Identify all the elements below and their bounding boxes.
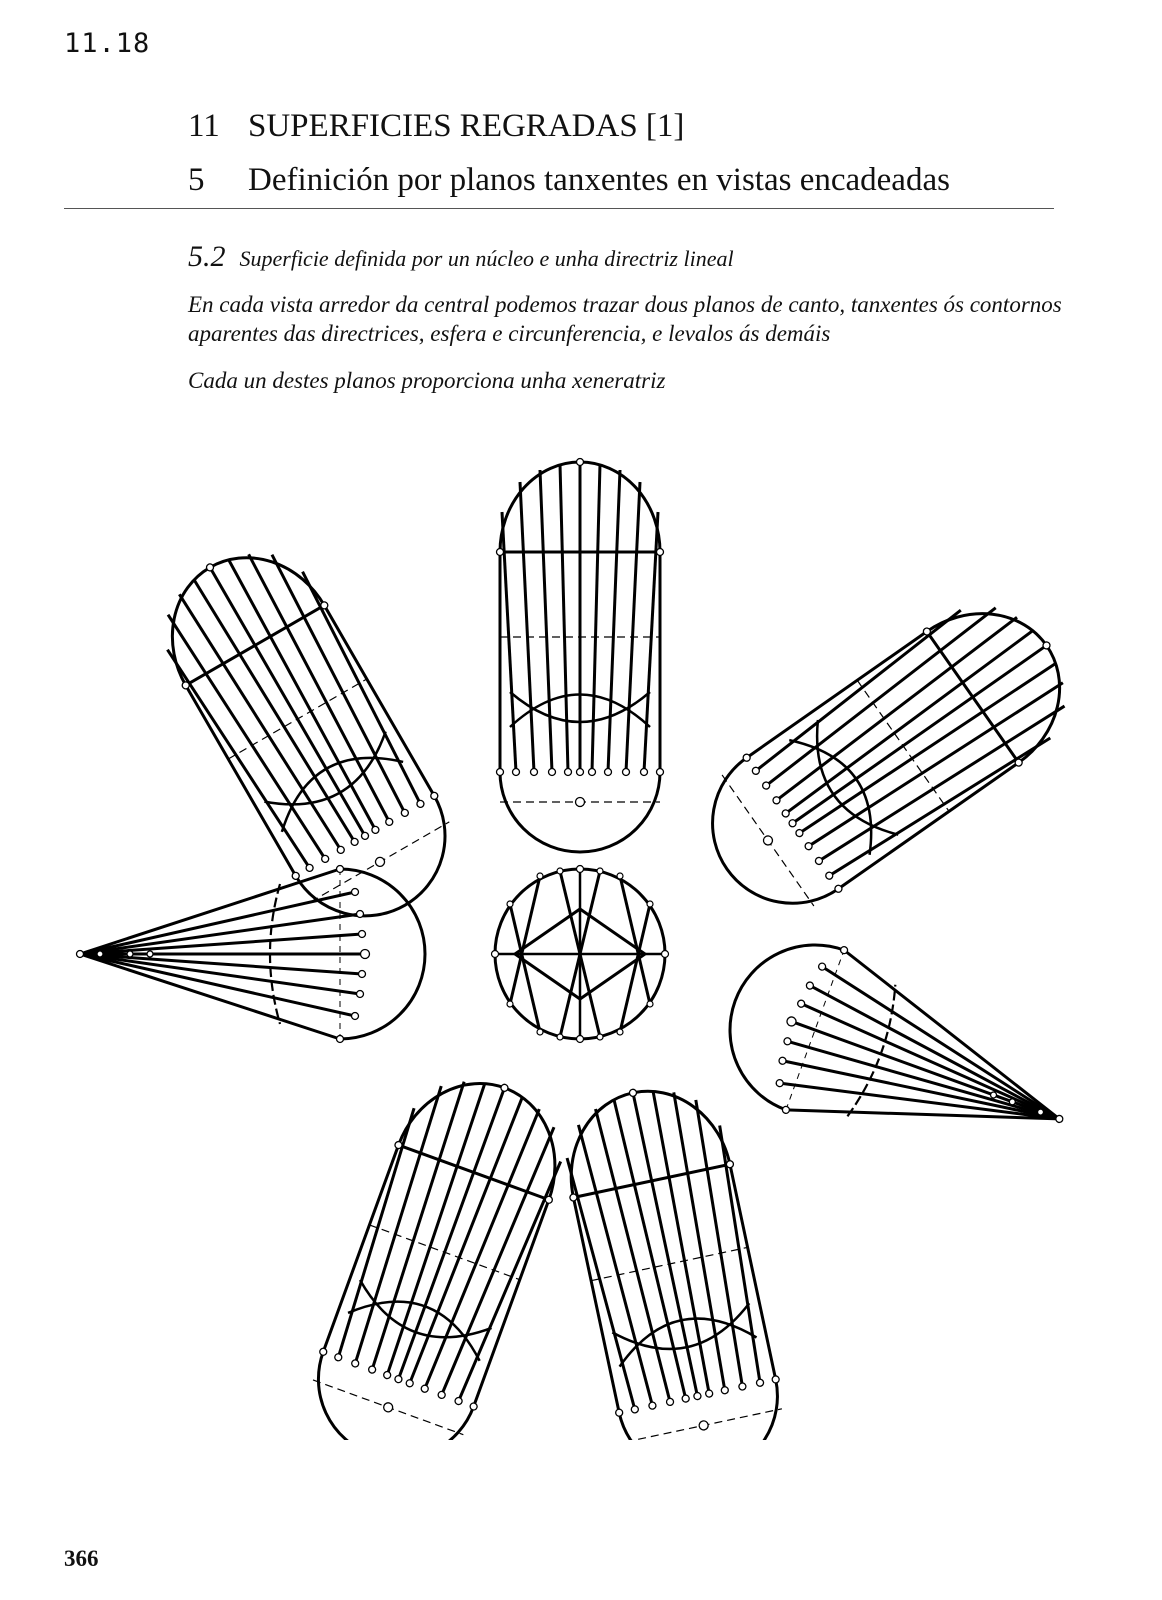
section-number: 5 (188, 162, 205, 198)
view-left-cone (77, 866, 426, 1043)
subsection-title: Superficie definida por un núcleo e unha directriz lineal (239, 246, 734, 271)
view-top-left (136, 523, 477, 947)
ruled-surface-figure (0, 440, 1162, 1440)
section-heading (188, 162, 950, 199)
view-right-cone (705, 918, 1093, 1204)
chapter-number: 11 (188, 108, 220, 144)
view-top-right (679, 575, 1097, 938)
section-title: Definición por planos tanxentes en vistas encadeadas (248, 162, 950, 198)
subsection-heading (188, 240, 734, 274)
page-code: 11.18 (64, 28, 151, 59)
view-bottom-right (551, 1072, 796, 1440)
page-number: 366 (64, 1546, 99, 1571)
header-rule (64, 208, 1054, 209)
paragraph-2: Cada un destes planos proporciona unha xeneratriz (188, 368, 666, 393)
view-top (497, 459, 664, 853)
paragraph-1: En cada vista arredor da central podemos trazar dous planos de canto, tanxentes ós contornos aparentes das directrices, esfera e circunferencia, e levalos ás demáis (188, 292, 1062, 346)
subsection-number: 5.2 (188, 240, 226, 273)
chapter-heading (188, 108, 684, 145)
central-sphere-view (492, 866, 669, 1043)
view-bottom-left (293, 1056, 585, 1440)
chapter-title: SUPERFICIES REGRADAS [1] (248, 108, 685, 144)
